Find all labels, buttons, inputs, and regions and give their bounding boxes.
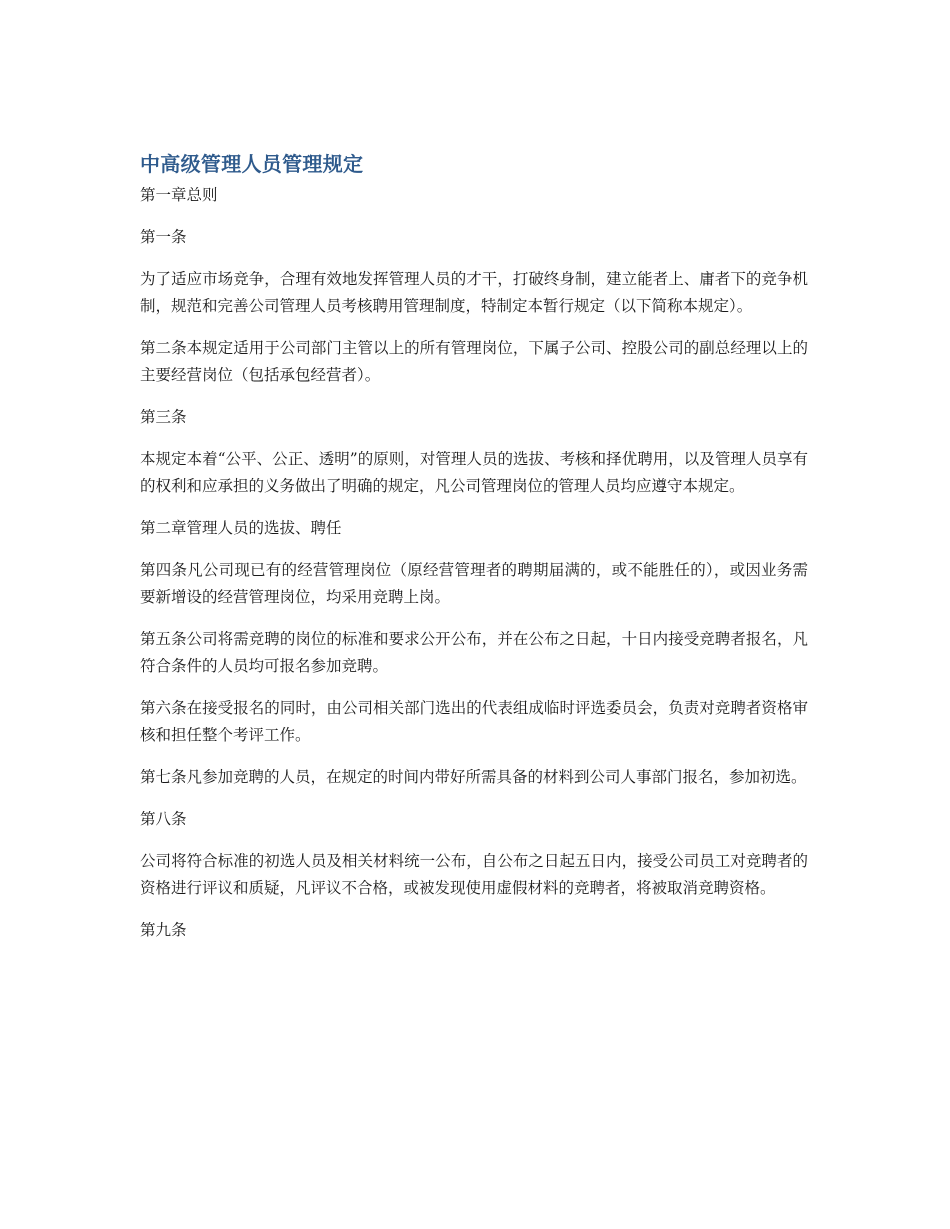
paragraph: 为了适应市场竞争，合理有效地发挥管理人员的才干，打破终身制，建立能者上、庸者下的竞争机制，规范和完善公司管理人员考核聘用管理制度，特制定本暂行规定（以下简称本规定）。 bbox=[140, 270, 808, 315]
paragraph: 第四条凡公司现已有的经营管理岗位（原经营管理者的聘期届满的，或不能胜任的），或因业务需要新增设的经营管理岗位，均采用竞聘上岗。 bbox=[140, 561, 808, 606]
document-page bbox=[140, 148, 808, 959]
article-heading: 第三条 bbox=[140, 408, 187, 426]
article-heading: 第一条 bbox=[140, 228, 187, 246]
paragraph: 第二条本规定适用于公司部门主管以上的所有管理岗位，下属子公司、控股公司的副总经理以上的主要经营岗位（包括承包经营者）。 bbox=[140, 339, 808, 384]
paragraph: 第七条凡参加竞聘的人员，在规定的时间内带好所需具备的材料到公司人事部门报名，参加初选。 bbox=[140, 768, 807, 786]
article-heading: 第九条 bbox=[140, 921, 187, 939]
paragraph: 第六条在接受报名的同时，由公司相关部门选出的代表组成临时评选委员会，负责对竞聘者资格审核和担任整个考评工作。 bbox=[140, 699, 808, 744]
paragraph: 本规定本着“公平、公正、透明”的原则，对管理人员的选拔、考核和择优聘用，以及管理人员享有的权利和应承担的义务做出了明确的规定，凡公司管理岗位的管理人员均应遵守本规定。 bbox=[140, 450, 808, 495]
chapter-heading: 第一章总则 bbox=[140, 186, 218, 204]
paragraph: 公司将符合标准的初选人员及相关材料统一公布，自公布之日起五日内，接受公司员工对竞聘者的资格进行评议和质疑，凡评议不合格，或被发现使用虚假材料的竞聘者，将被取消竞聘资格。 bbox=[140, 852, 808, 897]
document-title: 中高级管理人员管理规定 bbox=[140, 152, 364, 176]
article-heading: 第八条 bbox=[140, 810, 187, 828]
paragraph: 第五条公司将需竞聘的岗位的标准和要求公开公布，并在公布之日起，十日内接受竞聘者报名，凡符合条件的人员均可报名参加竞聘。 bbox=[140, 630, 808, 675]
chapter-heading: 第二章管理人员的选拔、聘任 bbox=[140, 519, 342, 537]
